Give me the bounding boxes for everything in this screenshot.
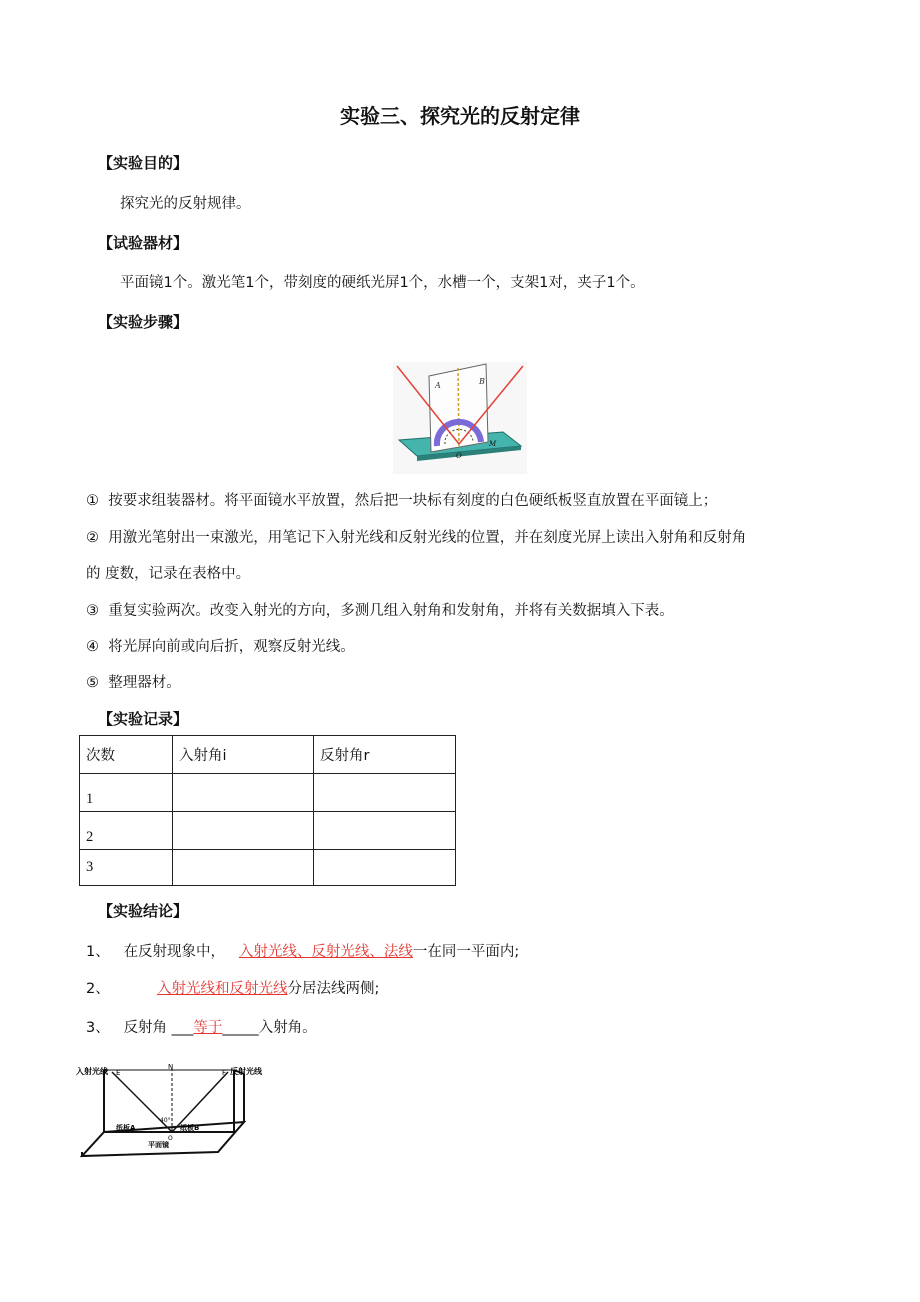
step-1-marker: ① [86, 493, 99, 509]
step-5-marker: ⑤ [86, 675, 99, 691]
conclusion-2-suffix: 分居法线两侧; [287, 981, 380, 997]
point-o-label: O [168, 1135, 173, 1142]
table-row [80, 850, 456, 886]
header-cell-count: 次数 [80, 736, 173, 774]
step-3-text: 重复实验两次。改变入射光的方向，多测几组入射角和发射角，并将有关数据填入下表。 [108, 603, 674, 619]
header-cell-reflected: 反射角r [314, 736, 456, 774]
label-o: O [456, 452, 462, 460]
label-m: M [489, 440, 497, 448]
step-5-text: 整理器材。 [108, 675, 181, 691]
plane-mirror-outline [82, 1122, 244, 1156]
row-1-reflected [314, 774, 456, 812]
step-3-marker: ③ [86, 603, 99, 619]
label-a: A [435, 381, 441, 390]
label-b: B [479, 377, 485, 386]
conclusion-1 [86, 940, 519, 961]
board-a-label: 纸板A [116, 1124, 136, 1132]
header-cell-incident: 入射角i [173, 736, 314, 774]
board-b-label: 纸板B [180, 1124, 200, 1132]
conclusion-3-answer: 等于 [193, 1020, 223, 1036]
step-5 [86, 671, 181, 692]
record-heading: 【实验记录】 [98, 710, 189, 728]
mirror-label: 平面镜 [148, 1141, 169, 1149]
row-1-incident [173, 774, 314, 812]
step-4-marker: ④ [86, 639, 99, 655]
conclusion-3-number: 3、 [86, 1020, 110, 1036]
step-4-text: 将光屏向前或向后折，观察反射光线。 [108, 639, 355, 655]
step-2-continued: 的 度数，记录在表格中。 [86, 566, 251, 582]
table-row [80, 812, 456, 850]
conclusion-2-body [157, 977, 379, 998]
label-n: N [168, 1063, 174, 1071]
apparatus-figure [393, 362, 527, 474]
incident-ray-label: 入射光线 [76, 1067, 108, 1076]
record-table [79, 735, 456, 886]
conclusion-3 [86, 1016, 317, 1037]
row-3-reflected [314, 850, 456, 886]
page-title: 实验三、探究光的反射定律 [340, 104, 580, 128]
conclusion-3-prefix: 反射角 ___ [123, 1020, 194, 1036]
conclusion-1-answer: 入射光线、反射光线、法线 [238, 944, 413, 960]
step-4 [86, 635, 355, 656]
reflection-diagram [76, 1060, 266, 1158]
conclusion-1-prefix: 在反射现象中， [123, 944, 226, 960]
conclusion-2-number: 2、 [86, 981, 110, 997]
purpose-heading: 【实验目的】 [98, 154, 189, 172]
table-header-row [80, 736, 456, 774]
label-f: F [222, 1069, 227, 1077]
step-1 [86, 489, 717, 510]
conclusion-3-suffix: _____入射角。 [222, 1020, 317, 1036]
table-row [80, 774, 456, 812]
step-2 [86, 526, 746, 547]
row-3-incident [173, 850, 314, 886]
angle-label: 40° [160, 1117, 171, 1124]
conclusion-2-answer: 入射光线和反射光线 [157, 981, 288, 997]
purpose-text: 探究光的反射规律。 [120, 196, 251, 212]
step-2-marker: ② [86, 530, 99, 546]
row-2-count: 2 [80, 812, 173, 850]
conclusion-1-suffix: 一在同一平面内; [412, 944, 520, 960]
step-1-text: 按要求组装器材。将平面镜水平放置，然后把一块标有刻度的白色硬纸板竖直放置在平面镜上； [108, 493, 718, 509]
conclusion-2 [86, 977, 110, 998]
row-1-count: 1 [80, 774, 173, 812]
step-3 [86, 599, 674, 620]
label-e: E [116, 1069, 121, 1077]
row-2-incident [173, 812, 314, 850]
reflected-ray-label: 反射光线 [230, 1067, 262, 1076]
conclusion-1-number: 1、 [86, 944, 110, 960]
row-3-count: 3 [80, 850, 173, 886]
row-2-reflected [314, 812, 456, 850]
conclusion-heading: 【实验结论】 [98, 902, 189, 920]
materials-text: 平面镜1个。激光笔1个，带刻度的硬纸光屏1个，水槽一个，支架1对，夹子1个。 [120, 275, 645, 291]
steps-heading: 【实验步骤】 [98, 313, 189, 331]
step-2-text: 用激光笔射出一束激光，用笔记下入射光线和反射光线的位置，并在刻度光屏上读出入射角和反射角 [108, 530, 747, 546]
materials-heading: 【试验器材】 [98, 234, 189, 252]
